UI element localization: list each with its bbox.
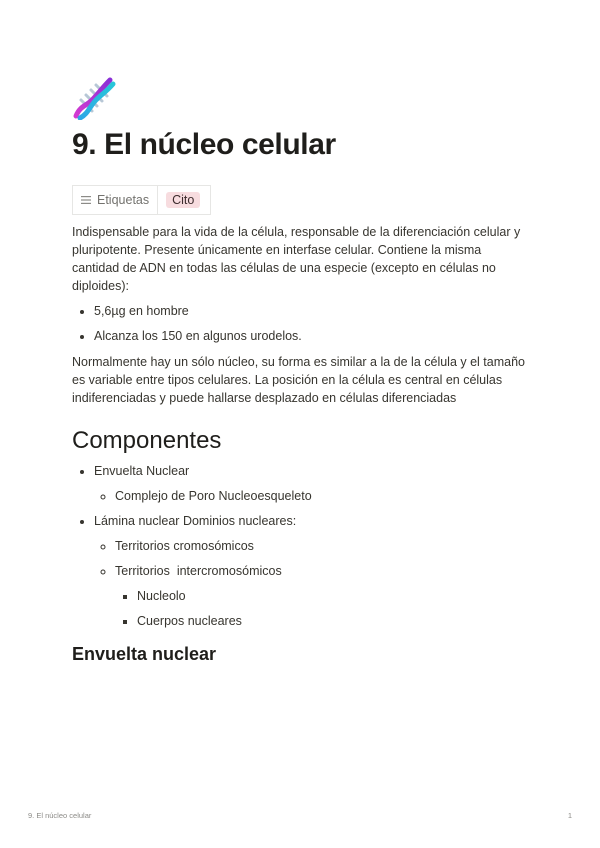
property-value[interactable] — [158, 186, 210, 214]
list-item-label: Envuelta Nuclear — [94, 464, 190, 479]
components-list — [72, 462, 528, 630]
list-item: ◦ Territorios cromosómicos — [115, 537, 528, 555]
page-content — [72, 76, 528, 665]
body-paragraph: Normalmente hay un sólo núcleo, su forma es similar a la de la célula y el tamaño es variable entre tipos celulares. La posición en la célula es central en células indiferenciadas y puede hallarse desplazado en células diferenciadas — [72, 354, 525, 405]
list-item: • 5,6µg en hombre — [94, 302, 528, 320]
list-item — [115, 562, 528, 630]
intro-list — [72, 302, 528, 345]
list-item: ◦ Complejo de Poro Nucleoesqueleto — [115, 487, 528, 505]
property-name[interactable] — [73, 186, 158, 214]
list-item: ▪ Cuerpos nucleares — [137, 612, 528, 630]
list-item — [94, 462, 528, 505]
list-item-label: Territorios intercromosómicos — [115, 564, 282, 579]
list-item-label: Lámina nuclear Dominios nucleares: — [94, 514, 297, 529]
footer-page-number: 1 — [567, 811, 572, 820]
sublist — [94, 537, 528, 630]
tag-cito: Cito — [166, 192, 200, 208]
section-heading-componentes: Componentes — [72, 426, 222, 454]
page-title: 9. El núcleo celular — [72, 128, 336, 161]
property-label: Etiquetas — [97, 192, 150, 207]
sublist — [115, 587, 528, 630]
section-heading-envuelta: Envuelta nuclear — [72, 644, 217, 665]
list-item — [94, 512, 528, 630]
list-item: ▪ Nucleolo — [137, 587, 528, 605]
properties-row — [72, 185, 211, 215]
list-icon — [81, 195, 91, 205]
footer-title: 9. El núcleo celular — [28, 811, 92, 820]
dna-icon — [72, 76, 116, 120]
sublist — [94, 487, 528, 505]
list-item: • Alcanza los 150 en algunos urodelos. — [94, 327, 528, 345]
intro-paragraph: Indispensable para la vida de la célula, responsable de la diferenciación celular y pluripotente. Presente únicamente en interfase celular. Contiene la misma cantidad de ADN en todas las células de una especie (excepto en células no diploides): — [72, 224, 521, 293]
